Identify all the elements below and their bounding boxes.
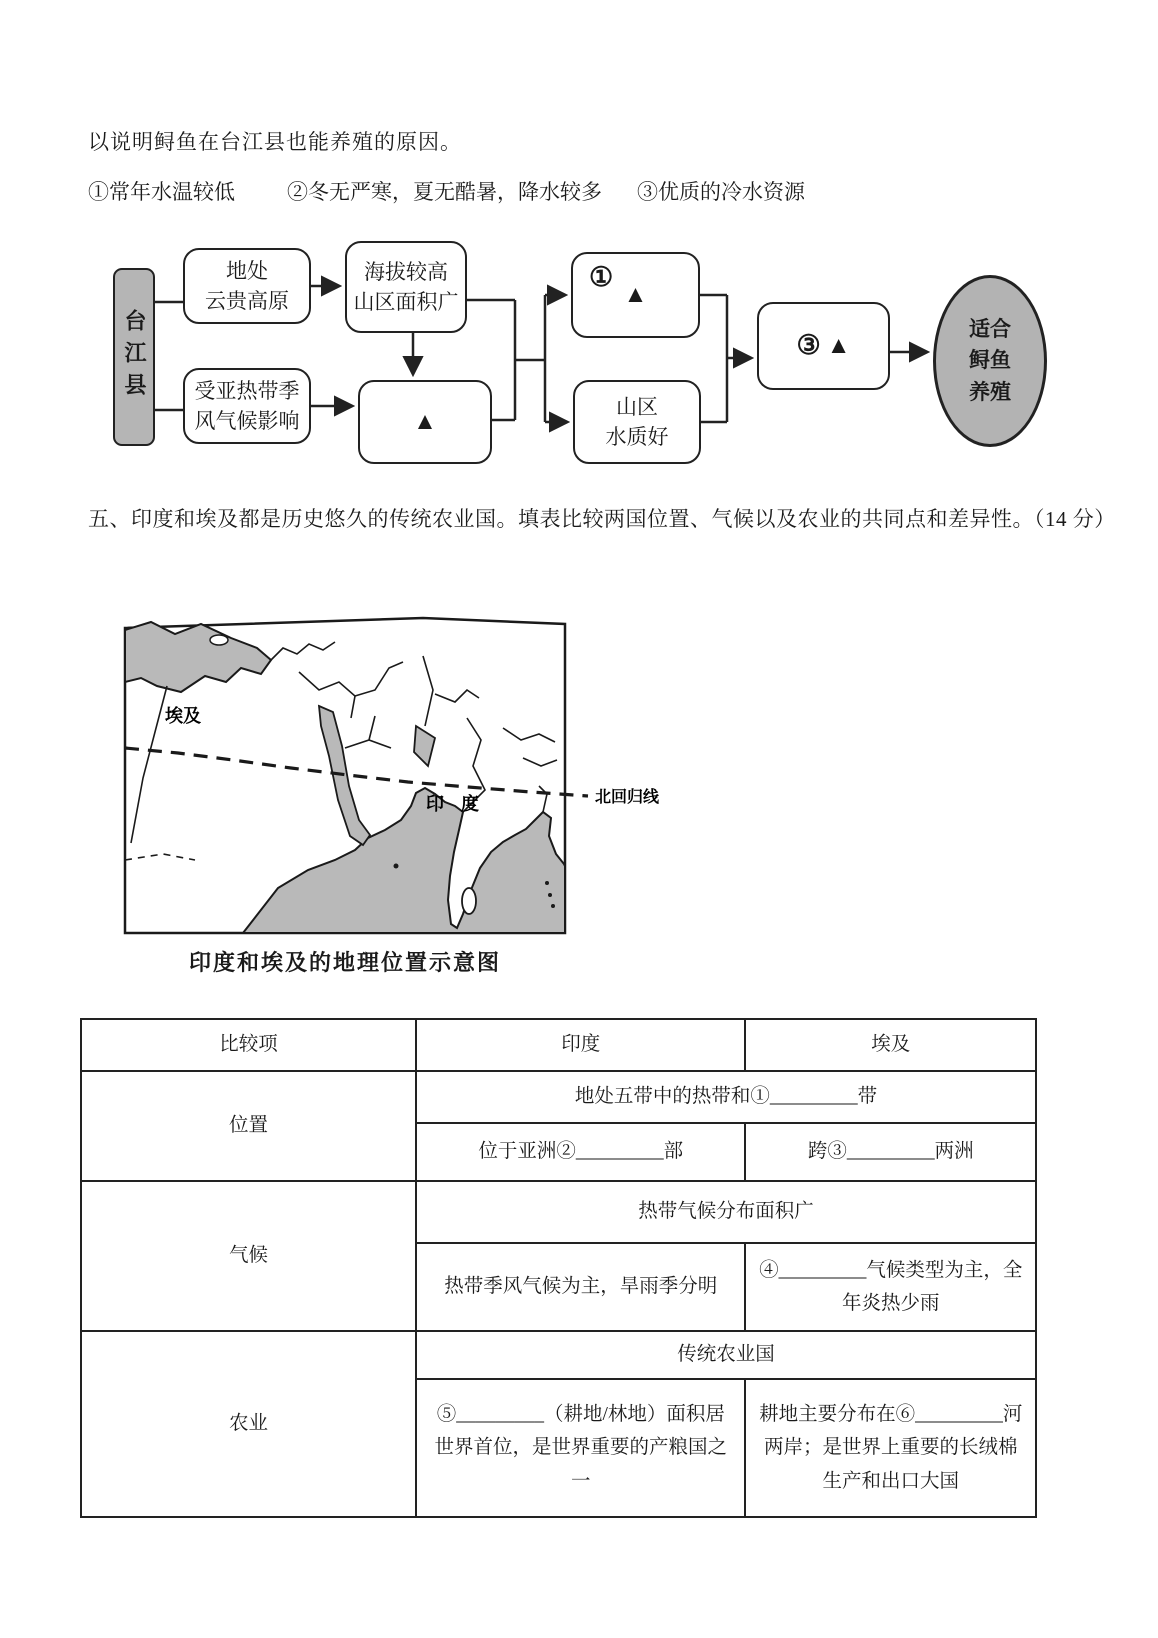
map-label-egypt: 埃及	[165, 706, 201, 726]
agriculture-shared-cell: 传统农业国	[416, 1331, 1036, 1379]
flow-node-altitude-line2: 山区面积广	[353, 290, 459, 314]
map-label-india: 印 度	[426, 794, 486, 814]
flow-node-result-line3: 养殖	[969, 379, 1011, 404]
header-india: 印度	[416, 1019, 745, 1071]
agriculture-india-cell: ⑤_________（耕地/林地）面积居世界首位，是世界重要的产粮国之一	[416, 1379, 745, 1517]
header-egypt: 埃及	[745, 1019, 1036, 1071]
flow-node-monsoon	[183, 368, 311, 444]
flow-node-plateau	[183, 248, 311, 324]
flow-node-water-line1: 山区	[616, 394, 658, 419]
section-five-title: 五、印度和埃及都是历史悠久的传统农业国。填表比较两国位置、气候以及农业的共同点和差异性。（14 分）	[88, 507, 1116, 531]
flow-node-altitude	[345, 241, 467, 333]
flow-node-plateau-line2: 云贵高原	[205, 289, 289, 313]
climate-india-cell: 热带季风气候为主，旱雨季分明	[416, 1243, 745, 1331]
handwritten-answer-3: ③	[796, 330, 821, 361]
flow-node-plateau-line1: 地处	[226, 258, 268, 283]
option-2: ②冬无严寒，夏无酷暑，降水较多	[287, 180, 602, 204]
table-row-agriculture-shared	[81, 1331, 1036, 1379]
header-compare-item: 比较项	[81, 1019, 416, 1071]
map-caption: 印度和埃及的地理位置示意图	[188, 950, 501, 975]
location-shared-cell: 地处五带中的热带和①_________带	[416, 1071, 1036, 1123]
flow-node-result	[933, 275, 1047, 447]
option-1: ①常年水温较低	[88, 180, 235, 204]
table-row-location-shared	[81, 1071, 1036, 1123]
intro-line: 以说明鲟鱼在台江县也能养殖的原因。	[88, 130, 462, 154]
map-label-tropic: 北回归线	[595, 789, 660, 806]
flow-node-blank-top	[571, 252, 700, 338]
map-figure	[123, 598, 683, 937]
blank-triangle-symbol: ▲	[826, 332, 851, 359]
table-row-climate-shared	[81, 1181, 1036, 1243]
flow-node-blank-right	[757, 302, 890, 390]
location-map	[123, 598, 683, 937]
row-label-agriculture: 农业	[81, 1331, 416, 1517]
table-header-row	[81, 1019, 1036, 1071]
blank-triangle-symbol: ▲	[623, 282, 648, 308]
blank-triangle-symbol: ▲	[413, 409, 437, 435]
flow-node-taijiang-county: 台江县	[113, 268, 155, 446]
row-label-location: 位置	[81, 1071, 416, 1181]
island-sri-lanka	[462, 888, 476, 914]
flow-node-water-line2: 水质好	[605, 425, 669, 449]
flow-node-altitude-line1: 海拔较高	[364, 259, 448, 284]
location-india-cell: 位于亚洲②_________部	[416, 1123, 745, 1181]
flowchart	[0, 230, 1158, 480]
flow-node-result-line1: 适合	[969, 316, 1011, 341]
handwritten-answer-1: ①	[589, 262, 614, 292]
island-cyprus	[210, 635, 228, 645]
flow-node-water-quality	[573, 380, 701, 464]
flow-node-monsoon-line2: 风气候影响	[194, 409, 300, 433]
row-label-climate: 气候	[81, 1181, 416, 1331]
climate-shared-cell: 热带气候分布面积广	[416, 1181, 1036, 1243]
location-egypt-cell: 跨③_________两洲	[745, 1123, 1036, 1181]
comparison-table	[80, 1018, 1037, 1518]
agriculture-egypt-cell: 耕地主要分布在⑥_________河两岸；是世界上重要的长绒棉生产和出口大国	[745, 1379, 1036, 1517]
flow-node-result-line2: 鲟鱼	[969, 348, 1011, 373]
flow-node-monsoon-line1: 受亚热带季	[194, 378, 300, 403]
option-3: ③优质的冷水资源	[637, 180, 805, 204]
flow-node-blank-mid	[358, 380, 492, 464]
climate-egypt-cell: ④_________气候类型为主，全年炎热少雨	[745, 1243, 1036, 1331]
